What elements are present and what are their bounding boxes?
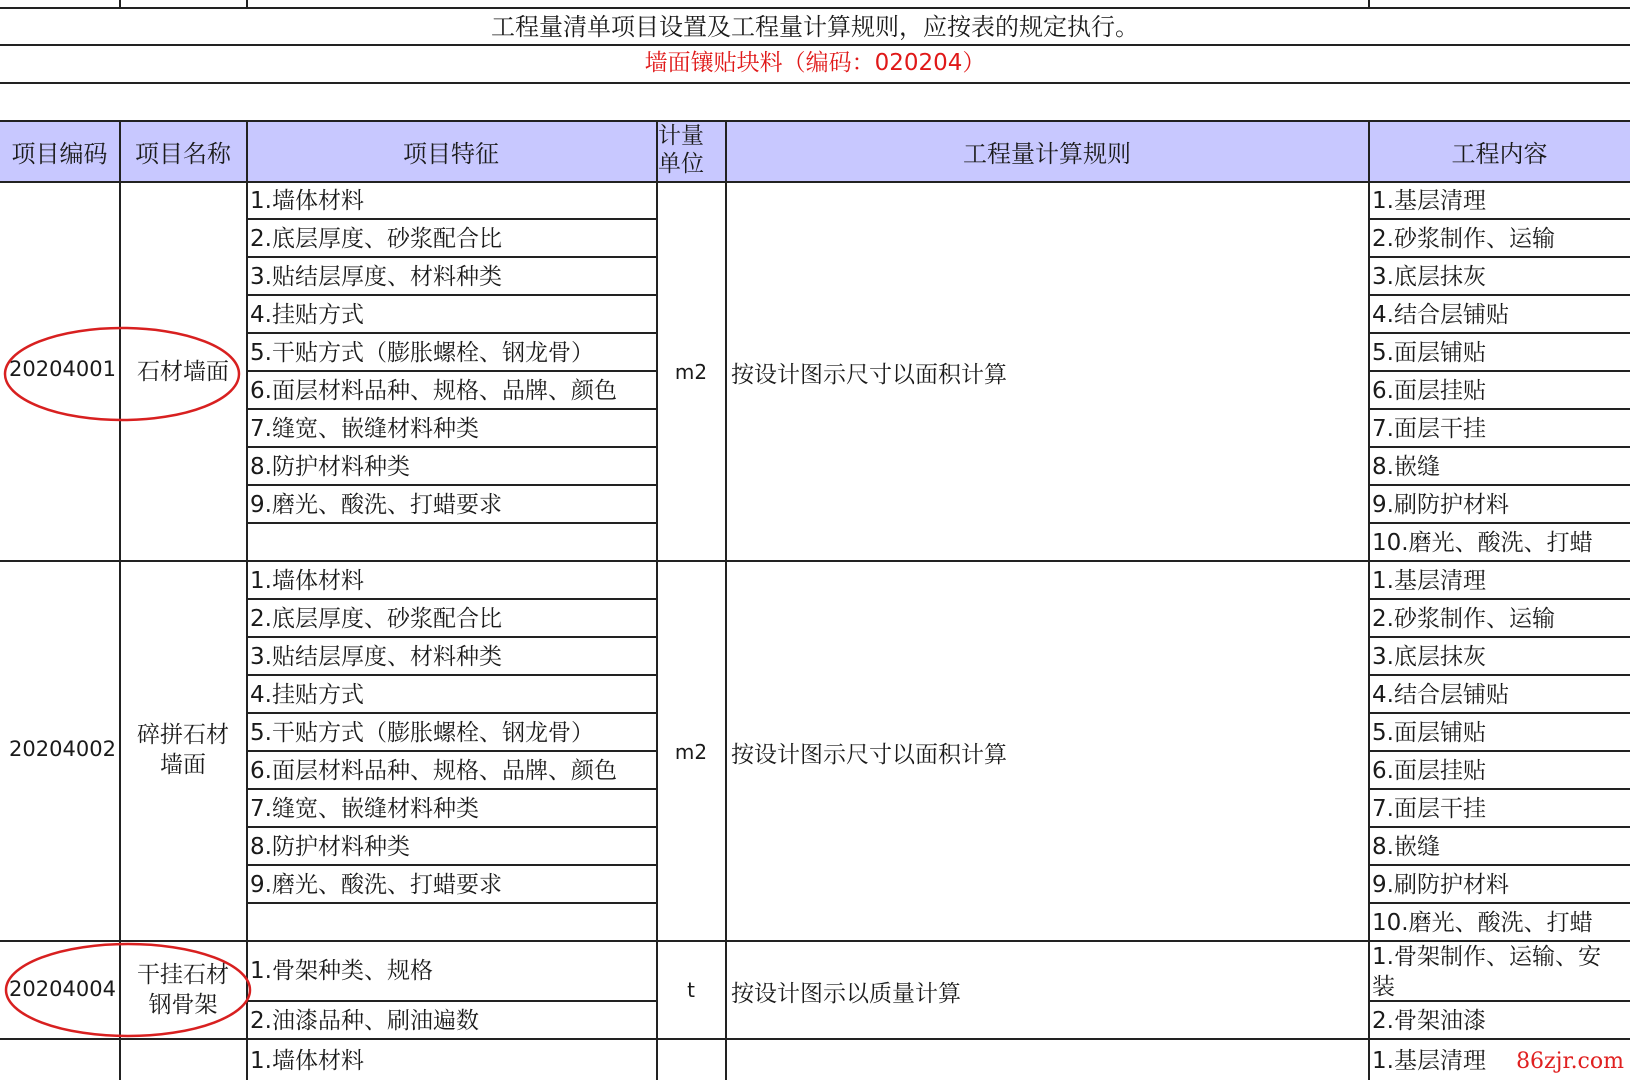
grid-line [246, 120, 248, 1080]
grid-line [119, 120, 121, 1080]
cell-rule [247, 598, 656, 600]
feature-line: 1.墙体材料 [250, 568, 364, 594]
col-header-unit: 计量单位 [658, 123, 704, 177]
content-line: 5.面层铺贴 [1372, 720, 1486, 746]
feature-line: 1.骨架种类、规格 [250, 958, 433, 984]
grid-line [119, 0, 121, 8]
content-line: 装 [1372, 974, 1395, 1000]
grid-line [725, 120, 727, 1080]
cell-rule [1369, 256, 1630, 258]
row-rule [0, 560, 1630, 562]
item-name-line: 碎拼石材 [137, 722, 229, 748]
col-header-code: 项目编码 [11, 140, 108, 168]
cell-rule [247, 864, 656, 866]
content-line: 6.面层挂贴 [1372, 378, 1486, 404]
top-rule [0, 7, 1630, 9]
cell-rule [247, 636, 656, 638]
content-line: 9.刷防护材料 [1372, 872, 1509, 898]
header-bottom-rule [0, 181, 1630, 183]
cell-rule [1369, 218, 1630, 220]
content-line: 2.骨架油漆 [1372, 1008, 1486, 1034]
feature-line: 2.底层厚度、砂浆配合比 [250, 226, 502, 252]
feature-line: 2.油漆品种、刷油遍数 [250, 1008, 479, 1034]
item-rule: 按设计图示尺寸以面积计算 [731, 362, 1007, 388]
header-top-rule [0, 120, 1630, 122]
cell-rule [1369, 902, 1630, 904]
content-line: 7.面层干挂 [1372, 416, 1486, 442]
feature-line: 6.面层材料品种、规格、品牌、颜色 [250, 378, 617, 404]
cell-rule [1369, 484, 1630, 486]
cell-rule [247, 294, 656, 296]
cell-rule [1369, 446, 1630, 448]
col-header-rule: 工程量计算规则 [963, 140, 1131, 168]
item-rule: 按设计图示尺寸以面积计算 [731, 742, 1007, 768]
cell-rule [1369, 674, 1630, 676]
content-line: 9.刷防护材料 [1372, 492, 1509, 518]
cell-rule [247, 332, 656, 334]
content-line: 10.磨光、酸洗、打蜡 [1372, 530, 1593, 556]
item-name-line: 干挂石材 [137, 962, 229, 988]
watermark: 86zjr.com [1516, 1049, 1624, 1074]
feature-line: 8.防护材料种类 [250, 454, 410, 480]
item-unit: t [687, 978, 695, 1002]
item-name-line: 钢骨架 [148, 992, 218, 1018]
item-name: 石材墙面 [137, 359, 229, 385]
content-line: 3.底层抹灰 [1372, 264, 1486, 290]
feature-line: 7.缝宽、嵌缝材料种类 [250, 416, 479, 442]
cell-rule [247, 370, 656, 372]
cell-rule [247, 712, 656, 714]
cell-rule [1369, 712, 1630, 714]
grid-line [246, 0, 248, 8]
cell-rule [1369, 636, 1630, 638]
content-line: 8.嵌缝 [1372, 454, 1440, 480]
feature-line: 1.墙体材料 [250, 188, 364, 214]
col-header-features: 项目特征 [403, 140, 499, 168]
cell-rule [1369, 750, 1630, 752]
item-unit: m2 [674, 360, 708, 384]
content-line: 3.底层抹灰 [1372, 644, 1486, 670]
feature-line: 4.挂贴方式 [250, 302, 364, 328]
feature-line: 4.挂贴方式 [250, 682, 364, 708]
item-code: 20204001 [9, 357, 116, 381]
cell-rule [1369, 826, 1630, 828]
content-line: 1.骨架制作、运输、安 [1372, 944, 1601, 970]
feature-line: 9.磨光、酸洗、打蜡要求 [250, 872, 502, 898]
content-line: 10.磨光、酸洗、打蜡 [1372, 910, 1593, 936]
cell-rule [1369, 864, 1630, 866]
feature-line: 5.干贴方式（膨胀螺栓、钢龙骨） [250, 340, 594, 366]
cell-rule [247, 218, 656, 220]
feature-line: 8.防护材料种类 [250, 834, 410, 860]
content-line: 7.面层干挂 [1372, 796, 1486, 822]
section-rule [0, 82, 1630, 84]
content-line: 1.基层清理 [1372, 188, 1486, 214]
col-header-content: 工程内容 [1451, 140, 1548, 168]
content-line: 6.面层挂贴 [1372, 758, 1486, 784]
content-line: 4.结合层铺贴 [1372, 302, 1509, 328]
cell-rule [247, 750, 656, 752]
content-line: 4.结合层铺贴 [1372, 682, 1509, 708]
cell-rule [247, 484, 656, 486]
content-line: 5.面层铺贴 [1372, 340, 1486, 366]
feature-line: 1.墙体材料 [250, 1048, 364, 1074]
cell-rule [247, 674, 656, 676]
item-code: 20204004 [9, 977, 116, 1001]
row-rule [0, 1038, 1630, 1040]
grid-line [656, 120, 658, 1080]
cell-rule [1369, 370, 1630, 372]
col-header-name: 项目名称 [135, 140, 231, 168]
feature-line: 5.干贴方式（膨胀螺栓、钢龙骨） [250, 720, 594, 746]
cell-rule [1369, 1000, 1630, 1002]
cell-rule [247, 446, 656, 448]
cell-rule [247, 256, 656, 258]
feature-line: 6.面层材料品种、规格、品牌、颜色 [250, 758, 617, 784]
cell-rule [1369, 408, 1630, 410]
row-rule [0, 940, 1630, 942]
content-line: 1.基层清理 [1372, 568, 1486, 594]
item-name-line: 墙面 [160, 752, 206, 778]
grid-line [1368, 120, 1370, 1080]
grid-line [1368, 0, 1370, 8]
content-line: 2.砂浆制作、运输 [1372, 226, 1555, 252]
item-unit: m2 [674, 740, 708, 764]
feature-line: 3.贴结层厚度、材料种类 [250, 644, 502, 670]
cell-rule [1369, 788, 1630, 790]
cell-rule [247, 826, 656, 828]
item-code: 20204002 [9, 737, 116, 761]
content-line: 2.砂浆制作、运输 [1372, 606, 1555, 632]
feature-line: 3.贴结层厚度、材料种类 [250, 264, 502, 290]
cell-rule [1369, 522, 1630, 524]
cell-rule [247, 1000, 656, 1002]
cell-rule [247, 522, 656, 524]
cell-rule [1369, 598, 1630, 600]
cell-rule [1369, 294, 1630, 296]
content-line: 8.嵌缝 [1372, 834, 1440, 860]
cell-rule [247, 902, 656, 904]
cell-rule [247, 788, 656, 790]
feature-line: 9.磨光、酸洗、打蜡要求 [250, 492, 502, 518]
cell-rule [247, 408, 656, 410]
feature-line: 7.缝宽、嵌缝材料种类 [250, 796, 479, 822]
feature-line: 2.底层厚度、砂浆配合比 [250, 606, 502, 632]
table-note: 工程量清单项目设置及工程量计算规则，应按表的规定执行。 [491, 13, 1139, 41]
item-rule: 按设计图示以质量计算 [731, 981, 961, 1007]
section-title: 墙面镶贴块料（编码：020204） [644, 50, 986, 76]
cell-rule [1369, 332, 1630, 334]
content-line: 1.基层清理 [1372, 1048, 1486, 1074]
